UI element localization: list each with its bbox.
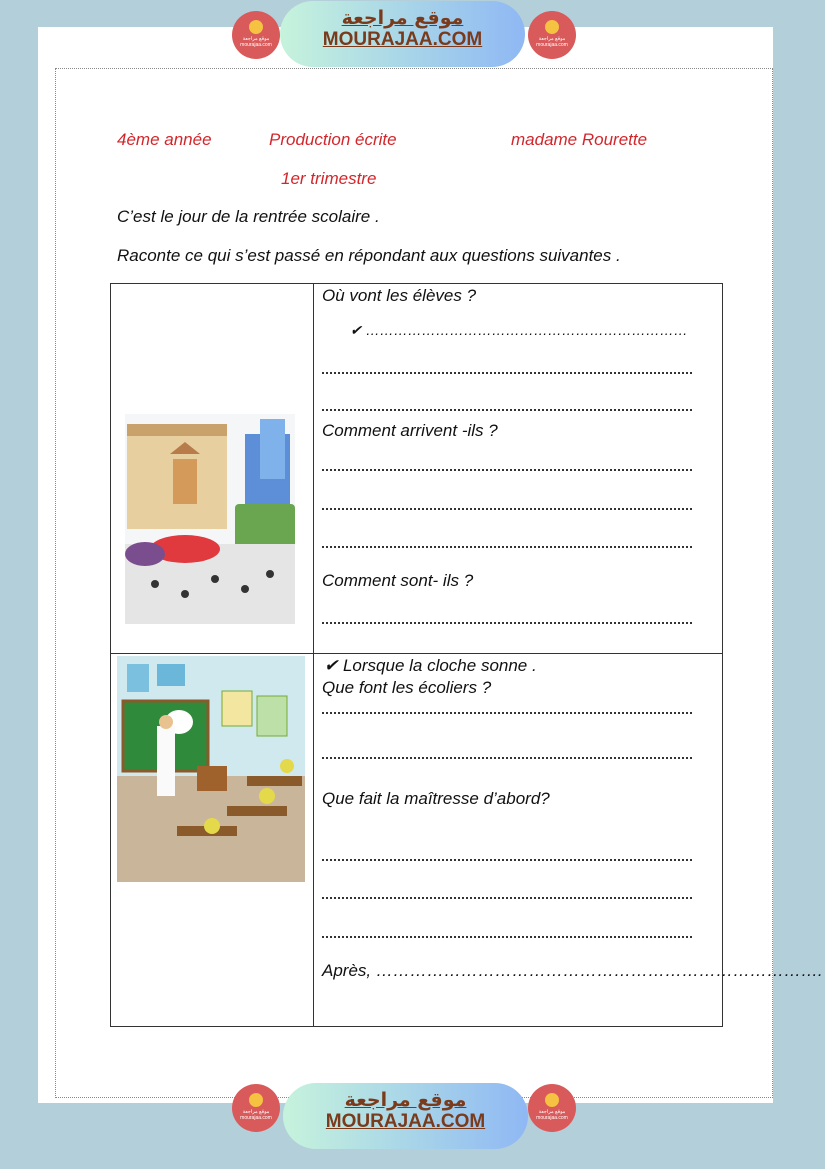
answer-line[interactable]	[322, 622, 692, 624]
answer-line[interactable]	[322, 897, 692, 899]
site-banner-top[interactable]	[280, 1, 525, 67]
subject-label: Production écrite	[269, 130, 397, 149]
intro-line-1: C’est le jour de la rentrée scolaire .	[117, 207, 380, 226]
answer-line[interactable]	[322, 409, 692, 411]
question-after[interactable]: Après, …………………………………………………………………….	[322, 961, 823, 980]
image-cell-street	[111, 284, 314, 654]
check-answer-line[interactable]: ✔ ……………………………………………………………	[350, 322, 688, 338]
teacher-label: madame Rourette	[511, 130, 648, 149]
site-logo-badge-left	[232, 11, 280, 59]
question-how-arrive: Comment arrivent -ils ?	[322, 421, 498, 440]
answer-line[interactable]	[322, 469, 692, 471]
badge-text: موقع مراجعة mourajaa.com	[536, 36, 568, 48]
site-logo-badge-left-bottom	[232, 1084, 280, 1132]
site-logo-badge-right	[528, 11, 576, 59]
answer-line[interactable]	[322, 757, 692, 759]
banner-latin: MOURAJAA.COM	[322, 29, 483, 50]
answer-line[interactable]	[322, 546, 692, 548]
bell-rings-line: ✔ Lorsque la cloche sonne .	[324, 656, 537, 675]
answer-line[interactable]	[322, 508, 692, 510]
question-how-are: Comment sont- ils ?	[322, 571, 474, 590]
banner-latin: MOURAJAA.COM	[325, 1111, 486, 1132]
intro-line-2: Raconte ce qui s’est passé en répondant aux questions suivantes .	[117, 246, 621, 265]
question-students-do: Que font les écoliers ?	[322, 678, 492, 697]
term-label: 1er trimestre	[281, 169, 377, 188]
site-banner-bottom[interactable]	[283, 1083, 528, 1149]
badge-text: موقع مراجعة mourajaa.com	[240, 36, 272, 48]
banner-arabic: موقع مراجعة	[341, 7, 464, 29]
school-street-illustration	[125, 414, 295, 624]
question-where: Où vont les élèves ?	[322, 286, 477, 305]
answer-line[interactable]	[322, 712, 692, 714]
answer-line[interactable]	[322, 859, 692, 861]
questions-cell-2	[314, 654, 823, 1027]
question-teacher-does: Que fait la maîtresse d’abord?	[322, 789, 550, 808]
answer-line[interactable]	[322, 372, 692, 374]
badge-text: موقع مراجعة mourajaa.com	[240, 1109, 272, 1121]
image-cell-classroom	[111, 654, 314, 1027]
classroom-illustration	[117, 656, 305, 888]
badge-text: موقع مراجعة mourajaa.com	[536, 1109, 568, 1121]
site-logo-badge-right-bottom	[528, 1084, 576, 1132]
worksheet-table	[110, 283, 823, 1027]
questions-cell-1	[314, 284, 723, 654]
banner-arabic: موقع مراجعة	[344, 1089, 467, 1111]
level-label: 4ème année	[117, 130, 212, 149]
answer-line[interactable]	[322, 936, 692, 938]
